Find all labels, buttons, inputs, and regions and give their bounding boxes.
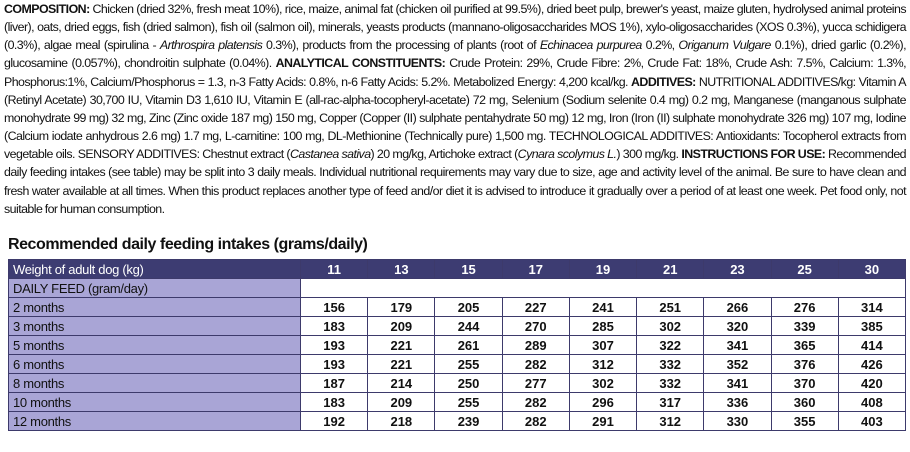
table-title: Recommended daily feeding intakes (grams/daily) [8,236,368,253]
latin-name: Echinacea purpurea [539,38,642,53]
age-row [9,393,906,412]
feed-amount-cell: 214 [368,374,435,393]
feed-amount-cell: 332 [637,374,704,393]
weight-header-label: Weight of adult dog (kg) [9,260,301,279]
feed-amount-cell: 282 [502,412,569,431]
feed-amount-cell: 320 [704,317,771,336]
composition-segment: ) 300 mg/kg. [616,147,682,162]
feed-amount-cell: 289 [502,336,569,355]
feed-amount-cell: 339 [771,317,838,336]
feed-amount-cell: 255 [435,393,502,412]
feed-amount-cell: 426 [838,355,905,374]
feed-amount-cell: 282 [502,393,569,412]
feed-amount-cell: 312 [569,355,636,374]
latin-name: Origanum Vulgare [678,38,771,53]
feed-amount-cell: 376 [771,355,838,374]
age-row [9,298,906,317]
feed-amount-cell: 302 [569,374,636,393]
feed-amount-cell: 205 [435,298,502,317]
feed-amount-cell: 336 [704,393,771,412]
feed-amount-cell: 183 [301,393,368,412]
feed-amount-cell: 291 [569,412,636,431]
feed-amount-cell: 227 [502,298,569,317]
weight-header-row [9,260,906,279]
feeding-table [8,259,906,431]
composition-segment: 0.2%, [641,38,679,53]
latin-name: Cynara scolymus L. [517,147,617,162]
feed-amount-cell: 193 [301,336,368,355]
feed-amount-cell: 312 [637,412,704,431]
feed-amount-cell: 239 [435,412,502,431]
age-row [9,317,906,336]
age-label: 3 months [9,317,301,336]
weight-header-cell: 17 [502,260,569,279]
weight-header-cell: 23 [704,260,771,279]
feed-amount-cell: 385 [838,317,905,336]
weight-header-cell: 19 [569,260,636,279]
composition-segment: Chicken (dried 32%, fresh meat 10%), rice, maize, animal fat (chicken oil purified at 99.5%), dried beet pulp, brewer's yeast, maize gluten, hydrolysed animal proteins (liver), oats, dried eggs, fish (dried salmon), fish oil (salmon oil), minerals, yeasts products (mannano-oligosaccharides MOS 1%), xylo-oligosaccharides (XOS 0.3%), yucca schidigera (0.3%), algae meal (spirulina - [4,2,906,53]
age-row [9,336,906,355]
feed-amount-cell: 156 [301,298,368,317]
feed-amount-cell: 221 [368,355,435,374]
feed-amount-cell: 420 [838,374,905,393]
age-row [9,412,906,431]
feed-amount-cell: 244 [435,317,502,336]
subheader-blank-cell [301,279,906,298]
feed-amount-cell: 302 [637,317,704,336]
section-heading: ADDITIVES: [631,74,696,89]
latin-name: Arthrospira platensis [159,38,263,53]
age-label: 6 months [9,355,301,374]
composition-segment: Crude Protein: 29%, Crude Fibre: 2%, Crude Fat: 18%, Crude Ash: 7.5%, Calcium: 1.3%, Phosphorus:1%, Calcium/Phosphorus = 1.3, n-3 Fatty Acids: 0.8%, n-6 Fatty Acids: 5.2%. Metabolized Energy: 4,200 kcal/kg. [4,56,906,89]
feed-amount-cell: 266 [704,298,771,317]
feed-amount-cell: 403 [838,412,905,431]
composition-segment: 0.3%), products from the processing of plants (root of [262,38,540,53]
weight-header-cell: 13 [368,260,435,279]
feed-amount-cell: 330 [704,412,771,431]
daily-feed-subheader-label: DAILY FEED (gram/day) [9,279,301,298]
feed-amount-cell: 355 [771,412,838,431]
feed-amount-cell: 255 [435,355,502,374]
feed-amount-cell: 192 [301,412,368,431]
composition-segment: NUTRITIONAL ADDITIVES/kg: Vitamin A (Retinyl Acetate) 30,700 IU, Vitamin D3 1,610 IU, Vitamin E (all-rac-alpha-tocopheryl-acetate) 72 mg, Selenium (Sodium selenite 0.4 mg) 0.2 mg, Manganese (manganous sulphate monohydrate 99 mg) 32 mg, Zinc (Zinc oxide 187 mg) 150 mg, Copper (Copper (II) sulphate pentahydrate 50 mg) 12 mg, Iron (Iron (II) sulphate monohydrate 326 mg) 107 mg, Iodine (Calcium iodate anhydrous 2.6 mg) 1.7 mg, L-carnitine: 100 mg, DL-Methionine (Technically pure) 1,500 mg. TECHNOLOGICAL ADDITIVES: Antioxidants: Tocopherol extracts from vegetable oils. SENSORY ADDITIVES: Chestnut extract ( [4,74,906,162]
age-label: 2 months [9,298,301,317]
feed-amount-cell: 193 [301,355,368,374]
feed-amount-cell: 183 [301,317,368,336]
section-heading: ANALYTICAL CONSTITUENTS: [275,56,446,71]
feed-amount-cell: 277 [502,374,569,393]
composition-segment: 0.1%), dried garlic (0.2%), glucosamine (0.057%), chondroitin sulphate (0.04%). [4,38,906,71]
feed-amount-cell: 261 [435,336,502,355]
feed-amount-cell: 270 [502,317,569,336]
section-heading: INSTRUCTIONS FOR USE: [681,147,826,162]
age-label: 5 months [9,336,301,355]
daily-feed-subheader-row [9,279,906,298]
feed-amount-cell: 352 [704,355,771,374]
feed-amount-cell: 209 [368,393,435,412]
feed-amount-cell: 370 [771,374,838,393]
feed-amount-cell: 408 [838,393,905,412]
age-label: 12 months [9,412,301,431]
weight-header-cell: 11 [301,260,368,279]
age-row [9,355,906,374]
section-heading: COMPOSITION: [4,2,90,16]
feed-amount-cell: 179 [368,298,435,317]
feed-amount-cell: 307 [569,336,636,355]
weight-header-cell: 25 [771,260,838,279]
feed-amount-cell: 314 [838,298,905,317]
feed-amount-cell: 221 [368,336,435,355]
feed-amount-cell: 414 [838,336,905,355]
feed-amount-cell: 241 [569,298,636,317]
composition-text [4,0,906,218]
feed-amount-cell: 251 [637,298,704,317]
feed-amount-cell: 341 [704,374,771,393]
feed-amount-cell: 365 [771,336,838,355]
feed-amount-cell: 332 [637,355,704,374]
age-row [9,374,906,393]
latin-name: Castanea sativa [290,147,371,162]
composition-segment: Recommended daily feeding intakes (see table) may be split into 3 daily meals. Individual nutritional requirements may vary due to size, age and activity level of the animal. Be sure to have clean and fresh water available at all times. When this product replaces another type of feed and/or diet it is advised to introduce it gradually over a period of at least one week. Pet food only, not suitable for human consumption. [4,147,907,216]
feed-amount-cell: 218 [368,412,435,431]
feed-amount-cell: 285 [569,317,636,336]
feed-amount-cell: 360 [771,393,838,412]
feed-amount-cell: 276 [771,298,838,317]
composition-segment: ) 20 mg/kg, Artichoke extract ( [370,147,518,162]
age-label: 10 months [9,393,301,412]
feed-amount-cell: 322 [637,336,704,355]
feed-amount-cell: 282 [502,355,569,374]
feed-amount-cell: 209 [368,317,435,336]
weight-header-cell: 15 [435,260,502,279]
feed-amount-cell: 317 [637,393,704,412]
feed-amount-cell: 187 [301,374,368,393]
weight-header-cell: 21 [637,260,704,279]
feed-amount-cell: 341 [704,336,771,355]
feed-amount-cell: 250 [435,374,502,393]
age-label: 8 months [9,374,301,393]
weight-header-cell: 30 [838,260,905,279]
feed-amount-cell: 296 [569,393,636,412]
